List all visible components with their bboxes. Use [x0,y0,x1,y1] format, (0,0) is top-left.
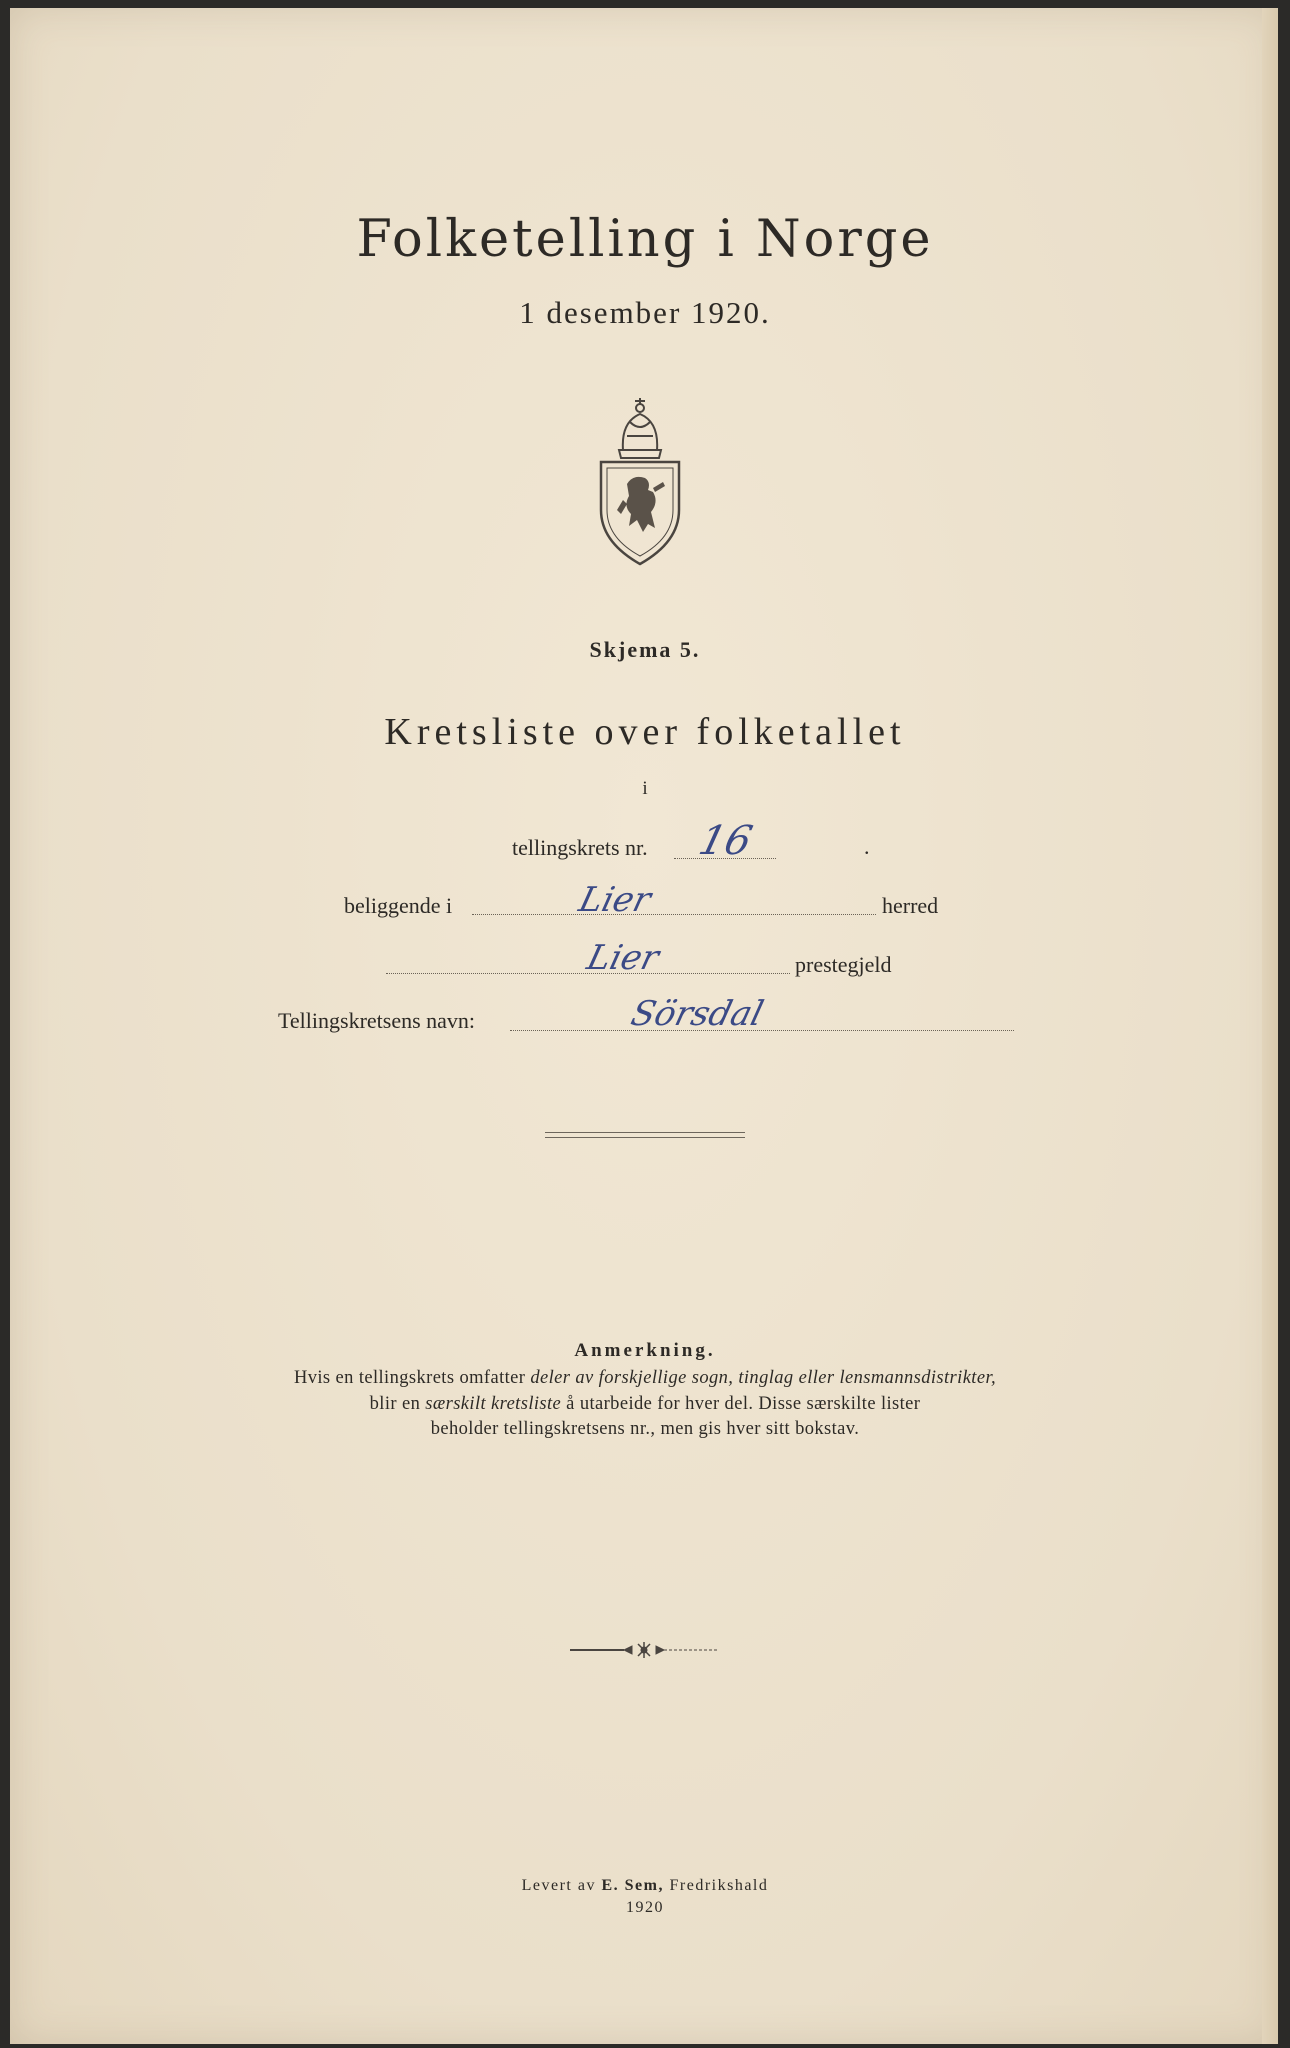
herred-value: Lier [575,880,655,920]
printer-credit: Levert av E. Sem, Fredrikshald [521,1877,769,1894]
krets-trailing-dot: . [864,834,870,859]
beliggende-label: beliggende i [344,893,453,918]
divider-rule-lower [545,1137,745,1138]
printer-year: 1920 [626,1899,664,1916]
kretsnavn-label: Tellingskretsens navn: [278,1008,476,1033]
form-heading: Kretsliste over folketallet [384,711,906,753]
herred-line [472,914,876,915]
prestegjeld-value: Lier [583,938,663,978]
note-line-3: beholder tellingskretsens nr., men gis hver sitt bokstav. [430,1419,860,1439]
note-heading: Anmerkning. [574,1340,716,1361]
census-date: 1 desember 1920. [519,295,771,330]
kretsnavn-value: Sörsdal [627,994,768,1034]
krets-number-value: 16 [694,818,757,864]
document-title: Folketelling i Norge [356,210,934,269]
preposition: i [642,778,648,799]
herred-label: herred [882,893,939,918]
schema-number: Skjema 5. [589,637,701,662]
typographic-ornament-icon [568,1640,720,1660]
prestegjeld-label: prestegjeld [795,952,892,977]
note-line-1: Hvis en tellingskrets omfatter deler av forskjellige sogn, tinglag eller lensmannsdistrikter, [293,1368,997,1388]
divider-rule [545,1132,745,1133]
kretsnavn-line [510,1030,1014,1031]
note-line-2: blir en særskilt kretsliste å utarbeide for hver del. Disse særskilte lister [369,1394,921,1414]
norwegian-coat-of-arms-icon [593,392,687,568]
krets-number-label: tellingskrets nr. [512,835,648,860]
